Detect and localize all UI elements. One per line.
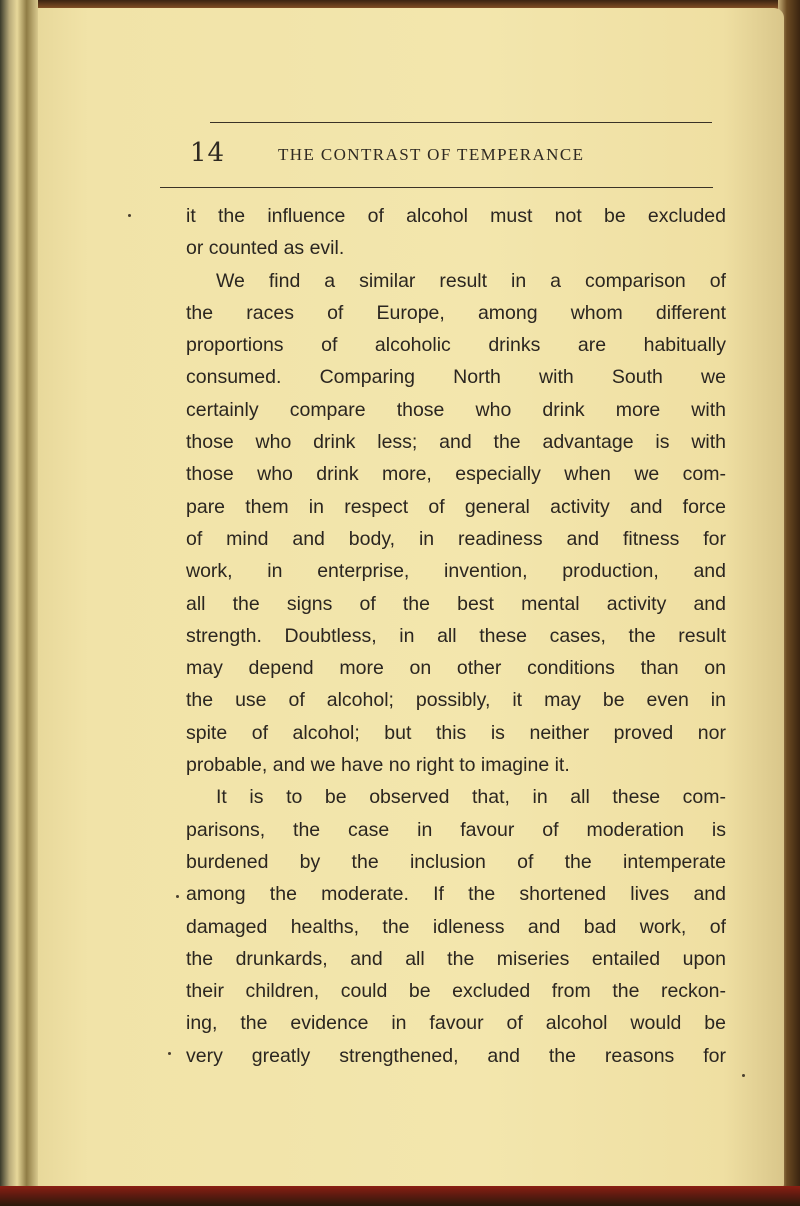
page-number: 14 <box>190 138 226 168</box>
text-line: the use of alcohol; possibly, it may be even in <box>186 689 726 712</box>
body-text <box>186 200 726 1072</box>
paper-speck <box>742 1074 745 1077</box>
running-head: THE CONTRAST OF TEMPERANCE <box>278 145 585 164</box>
text-line: of mind and body, in readiness and fitness for <box>186 527 726 550</box>
text-line: their children, could be excluded from the reckon- <box>186 980 726 1003</box>
text-line: burdened by the inclusion of the intemperate <box>186 850 726 873</box>
text-line: those who drink more, especially when we com- <box>186 463 726 486</box>
text-line: parisons, the case in favour of moderation is <box>186 818 726 841</box>
header-rule-bottom <box>160 187 713 188</box>
text-line: proportions of alcoholic drinks are habitually <box>186 334 726 357</box>
book-binding <box>0 0 38 1206</box>
header-rule-top <box>210 122 712 123</box>
text-line: certainly compare those who drink more with <box>186 398 726 421</box>
page-bottom-edge <box>0 1186 800 1206</box>
text-line: work, in enterprise, invention, production, and <box>186 560 726 583</box>
text-line: the drunkards, and all the miseries entailed upon <box>186 947 726 970</box>
paper-speck <box>128 214 131 217</box>
text-line: It is to be observed that, in all these com- <box>216 786 726 809</box>
text-line: probable, and we have no right to imagine it. <box>186 754 570 777</box>
text-line: spite of alcohol; but this is neither proved nor <box>186 721 726 744</box>
text-line: it the influence of alcohol must not be excluded <box>186 205 726 227</box>
text-line: those who drink less; and the advantage is with <box>186 431 726 454</box>
text-line: We find a similar result in a comparison of <box>216 269 726 292</box>
text-line: may depend more on other conditions than on <box>186 657 726 680</box>
text-line: ing, the evidence in favour of alcohol would be <box>186 1012 726 1035</box>
text-line: among the moderate. If the shortened lives and <box>186 883 726 906</box>
paper-speck <box>168 1052 171 1055</box>
text-line: pare them in respect of general activity and force <box>186 495 726 518</box>
text-line: or counted as evil. <box>186 237 345 260</box>
text-line: strength. Doubtless, in all these cases, the result <box>186 624 726 647</box>
text-line: all the signs of the best mental activity and <box>186 592 726 615</box>
paper-speck <box>176 895 179 898</box>
text-line: consumed. Comparing North with South we <box>186 366 726 389</box>
text-line: damaged healths, the idleness and bad work, of <box>186 915 726 938</box>
text-line: very greatly strengthened, and the reasons for <box>186 1044 726 1067</box>
text-line: the races of Europe, among whom different <box>186 301 726 324</box>
